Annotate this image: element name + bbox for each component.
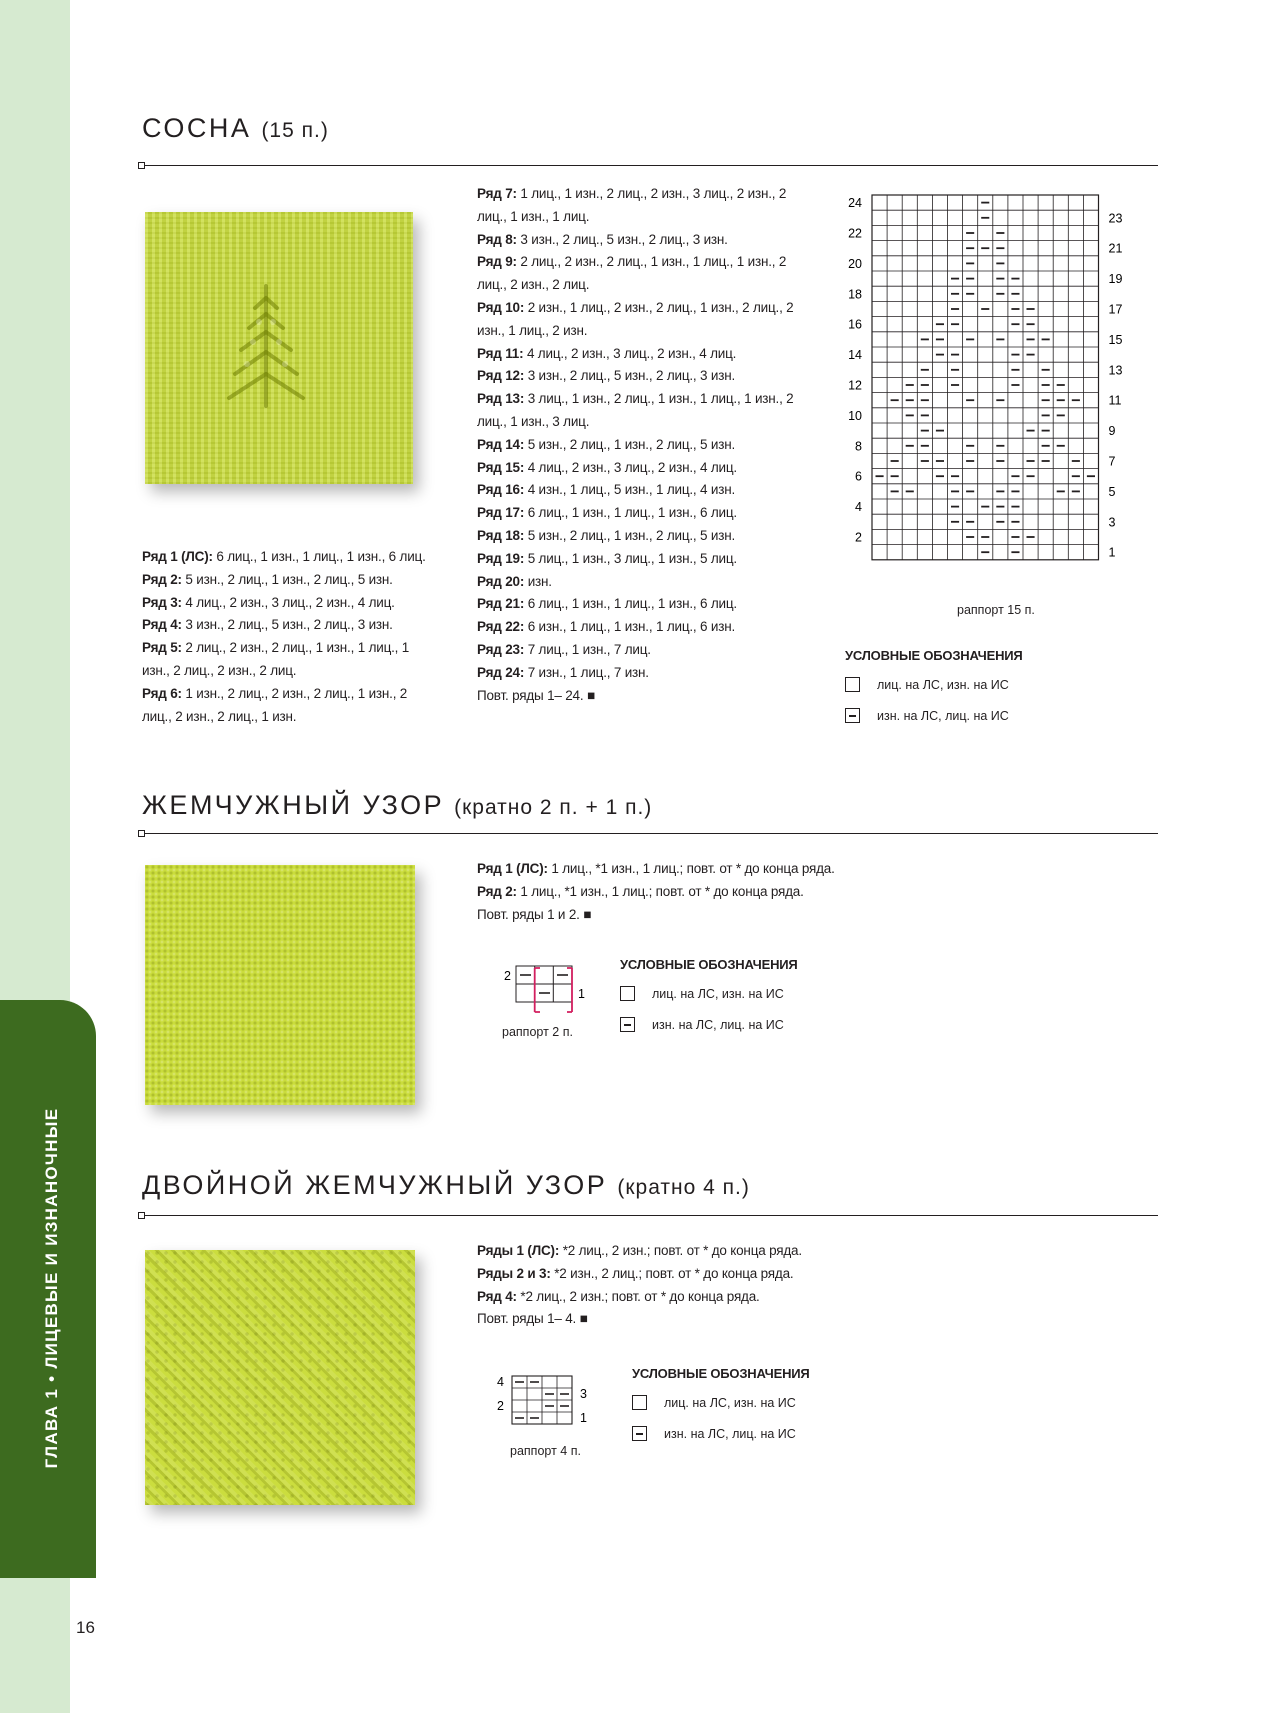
pine-row-number: 19 bbox=[1108, 272, 1123, 287]
pine-row-label: Ряд 16: bbox=[477, 482, 525, 498]
double-seed-chart bbox=[488, 1368, 598, 1448]
pine-row-number: 11 bbox=[1108, 393, 1122, 408]
double-seed-row-text: Повт. ряды 1– 4. ■ bbox=[477, 1311, 588, 1327]
pine-title: СОСНА bbox=[142, 113, 252, 143]
pine-row-text: 5 изн., 2 лиц., 1 изн., 2 лиц., 5 изн. bbox=[527, 436, 736, 452]
pine-row bbox=[477, 685, 817, 708]
pine-row-label: Ряд 9: bbox=[477, 254, 517, 270]
pine-row-number: 12 bbox=[848, 378, 862, 393]
pine-row bbox=[477, 297, 817, 343]
pine-row-label: Ряд 3: bbox=[142, 594, 182, 610]
pine-row bbox=[142, 614, 432, 637]
pine-row-number: 23 bbox=[1108, 211, 1123, 226]
seed-title: ЖЕМЧУЖНЫЙ УЗОР bbox=[142, 790, 445, 820]
double-seed-row bbox=[477, 1308, 897, 1331]
pine-chart bbox=[830, 185, 1160, 625]
pine-row-number: 9 bbox=[1108, 424, 1116, 439]
pine-row bbox=[477, 457, 817, 480]
pine-row-number: 4 bbox=[855, 500, 862, 515]
pine-row-label: Ряд 20: bbox=[477, 573, 525, 589]
pine-row-label: Ряд 2: bbox=[142, 571, 182, 587]
pine-row-number: 5 bbox=[1108, 484, 1116, 499]
pine-legend-purl-text: изн. на ЛС, лиц. на ИС bbox=[877, 709, 1009, 723]
double-seed-row bbox=[477, 1286, 897, 1309]
double-seed-legend-title: УСЛОВНЫЕ ОБОЗНАЧЕНИЯ bbox=[632, 1366, 810, 1381]
knit-symbol-icon bbox=[620, 986, 635, 1001]
pine-row bbox=[477, 548, 817, 571]
pine-row-number: 24 bbox=[848, 196, 862, 211]
pine-row bbox=[477, 525, 817, 548]
seed-row-text: 1 лиц., *1 изн., 1 лиц.; повт. от * до конца ряда. bbox=[551, 861, 835, 876]
pine-instructions-right bbox=[477, 183, 817, 707]
pine-row-number: 15 bbox=[1108, 332, 1123, 347]
pine-row-number: 14 bbox=[848, 348, 862, 363]
seed-row-label: Ряд 2: bbox=[477, 883, 517, 899]
pine-row-number: 21 bbox=[1108, 241, 1123, 256]
seed-subtitle: (кратно 2 п. + 1 п.) bbox=[454, 796, 653, 819]
double-seed-instructions bbox=[477, 1240, 897, 1331]
double-seed-subtitle: (кратно 4 п.) bbox=[617, 1176, 750, 1199]
pine-row bbox=[477, 662, 817, 685]
pine-row bbox=[477, 639, 817, 662]
seed-instructions bbox=[477, 858, 897, 926]
pine-row-number: 22 bbox=[848, 226, 862, 241]
seed-chart bbox=[490, 960, 590, 1030]
pine-row-text: 3 изн., 2 лиц., 5 изн., 2 лиц., 3 изн. bbox=[527, 368, 736, 384]
pine-row bbox=[142, 683, 432, 729]
seed-row-label: 2 bbox=[504, 969, 511, 983]
pine-row-text: Повт. ряды 1– 24. ■ bbox=[477, 687, 595, 703]
knit-symbol-icon bbox=[845, 677, 860, 692]
pine-row-label: Ряд 6: bbox=[142, 685, 182, 701]
pine-row-text: 1 изн., 2 лиц., 2 изн., 2 лиц., 1 изн., 2 лиц., 2 изн., 2 лиц., 1 изн. bbox=[142, 685, 411, 724]
pine-row-number: 8 bbox=[855, 439, 862, 454]
pine-legend-title: УСЛОВНЫЕ ОБОЗНАЧЕНИЯ bbox=[845, 648, 1023, 663]
pine-row-label: Ряд 23: bbox=[477, 641, 525, 657]
pine-row-label: Ряд 15: bbox=[477, 459, 525, 475]
pine-row-number: 1 bbox=[1108, 545, 1116, 560]
seed-row bbox=[477, 881, 897, 904]
purl-symbol-icon bbox=[632, 1426, 647, 1441]
pine-row bbox=[477, 434, 817, 457]
pine-row-text: 5 изн., 2 лиц., 1 изн., 2 лиц., 5 изн. bbox=[185, 571, 393, 587]
pine-row-number: 13 bbox=[1108, 363, 1123, 378]
pine-row-number: 16 bbox=[848, 317, 862, 332]
double-seed-row-number: 3 bbox=[580, 1387, 587, 1401]
pine-section-title bbox=[142, 113, 329, 144]
pine-row-text: 3 изн., 2 лиц., 5 изн., 2 лиц., 3 изн. bbox=[520, 231, 728, 247]
seed-row-text: Повт. ряды 1 и 2. ■ bbox=[477, 906, 592, 922]
purl-symbol-icon bbox=[845, 708, 860, 723]
page-number: 16 bbox=[76, 1618, 95, 1637]
double-seed-row-number: 4 bbox=[497, 1375, 504, 1389]
pine-row-text: 4 изн., 1 лиц., 5 изн., 1 лиц., 4 изн. bbox=[527, 482, 736, 498]
double-seed-row-text: *2 изн., 2 лиц.; повт. от * до конца ряда. bbox=[554, 1265, 794, 1281]
purl-symbol-icon bbox=[620, 1017, 635, 1032]
pine-row-number: 20 bbox=[848, 256, 862, 271]
pine-row-label: Ряд 8: bbox=[477, 231, 517, 247]
double-seed-row-text: *2 лиц., 2 изн.; повт. от * до конца ряда. bbox=[562, 1243, 802, 1258]
double-seed-row bbox=[477, 1263, 897, 1286]
pine-row-number: 6 bbox=[855, 469, 862, 484]
pine-row-text: 7 изн., 1 лиц., 7 изн. bbox=[527, 664, 649, 680]
pine-row-label: Ряд 10: bbox=[477, 299, 525, 315]
pine-row-text: 6 лиц., 1 изн., 1 лиц., 1 изн., 6 лиц. bbox=[216, 549, 426, 564]
seed-row bbox=[477, 858, 897, 881]
pine-subtitle: (15 п.) bbox=[261, 119, 329, 142]
double-seed-section-title bbox=[142, 1170, 750, 1201]
pine-row bbox=[477, 388, 817, 434]
seed-legend-knit-text: лиц. на ЛС, изн. на ИС bbox=[652, 987, 784, 1001]
pine-swatch-photo bbox=[145, 212, 413, 484]
seed-legend-purl-text: изн. на ЛС, лиц. на ИС bbox=[652, 1018, 784, 1032]
pine-legend-purl bbox=[845, 700, 1023, 731]
seed-legend-knit bbox=[620, 978, 798, 1009]
pine-row-text: 5 изн., 2 лиц., 1 изн., 2 лиц., 5 изн. bbox=[527, 527, 736, 543]
knit-symbol-icon bbox=[632, 1395, 647, 1410]
pine-row-label: Ряд 19: bbox=[477, 550, 525, 566]
pine-legend bbox=[845, 648, 1023, 731]
pine-row-text: 6 лиц., 1 изн., 1 лиц., 1 изн., 6 лиц. bbox=[527, 505, 737, 521]
pine-row-text: 5 лиц., 1 изн., 3 лиц., 1 изн., 5 лиц. bbox=[527, 550, 737, 566]
double-seed-legend-knit bbox=[632, 1387, 810, 1418]
double-seed-repeat-label: раппорт 4 п. bbox=[510, 1444, 581, 1458]
double-seed-row-label: Ряд 4: bbox=[477, 1288, 517, 1304]
pine-row-label: Ряд 22: bbox=[477, 619, 525, 635]
seed-row-label: Ряд 1 (ЛС): bbox=[477, 861, 548, 876]
pine-row-text: 2 лиц., 2 изн., 2 лиц., 1 изн., 1 лиц., 1 изн., 2 лиц., 2 изн., 2 лиц. bbox=[477, 254, 790, 293]
double-seed-legend-knit-text: лиц. на ЛС, изн. на ИС bbox=[664, 1396, 796, 1410]
pine-row-number: 2 bbox=[855, 530, 862, 545]
double-seed-row-label: Ряды 2 и 3: bbox=[477, 1265, 551, 1281]
double-seed-title: ДВОЙНОЙ ЖЕМЧУЖНЫЙ УЗОР bbox=[142, 1170, 608, 1200]
pine-row bbox=[477, 183, 817, 229]
seed-repeat-label: раппорт 2 п. bbox=[502, 1025, 573, 1039]
pine-row-text: 1 лиц., 1 изн., 2 лиц., 2 изн., 3 лиц., 2 изн., 2 лиц., 1 изн., 1 лиц. bbox=[477, 186, 790, 224]
double-seed-row bbox=[477, 1240, 897, 1263]
pine-row-number: 17 bbox=[1108, 302, 1123, 317]
double-seed-legend bbox=[632, 1366, 810, 1449]
seed-legend bbox=[620, 957, 798, 1040]
seed-swatch-photo bbox=[145, 865, 415, 1105]
pine-row-label: Ряд 4: bbox=[142, 617, 182, 633]
pine-repeat-label: раппорт 15 п. bbox=[957, 603, 1035, 617]
pine-row-text: 6 лиц., 1 изн., 1 лиц., 1 изн., 6 лиц. bbox=[527, 596, 737, 612]
pine-row-text: 3 изн., 2 лиц., 5 изн., 2 лиц., 3 изн. bbox=[185, 617, 393, 633]
seed-divider bbox=[140, 833, 1158, 834]
pine-legend-knit bbox=[845, 669, 1023, 700]
pine-row bbox=[477, 251, 817, 297]
pine-row-text: 2 лиц., 2 изн., 2 лиц., 1 изн., 1 лиц., 1 изн., 2 лиц., 2 изн., 2 лиц. bbox=[142, 640, 413, 678]
pine-row bbox=[477, 229, 817, 252]
pine-row-text: 4 лиц., 2 изн., 3 лиц., 2 изн., 4 лиц. bbox=[526, 345, 737, 361]
pine-row-label: Ряд 24: bbox=[477, 664, 525, 680]
pine-row bbox=[477, 571, 817, 594]
seed-legend-purl bbox=[620, 1009, 798, 1040]
pine-row bbox=[477, 502, 817, 525]
pine-row bbox=[142, 637, 432, 683]
pine-row-label: Ряд 11: bbox=[477, 345, 524, 361]
double-seed-row-text: *2 лиц., 2 изн.; повт. от * до конца ряда. bbox=[520, 1288, 760, 1304]
chapter-tab-label: ГЛАВА 1 • ЛИЦЕВЫЕ И ИЗНАНОЧНЫЕ bbox=[42, 1107, 61, 1469]
pine-row bbox=[477, 616, 817, 639]
pine-legend-knit-text: лиц. на ЛС, изн. на ИС bbox=[877, 678, 1009, 692]
pine-row-text: 6 изн., 1 лиц., 1 изн., 1 лиц., 6 изн. bbox=[527, 619, 736, 635]
pine-row-label: Ряд 12: bbox=[477, 368, 525, 384]
pine-row bbox=[142, 569, 432, 592]
pine-row-number: 7 bbox=[1108, 454, 1116, 469]
pine-row-label: Ряд 14: bbox=[477, 436, 525, 452]
pine-instructions-left bbox=[142, 546, 432, 728]
double-seed-divider bbox=[140, 1215, 1158, 1216]
pine-row-label: Ряд 13: bbox=[477, 391, 525, 407]
pine-row bbox=[477, 343, 817, 366]
pine-row-text: 4 лиц., 2 изн., 3 лиц., 2 изн., 4 лиц. bbox=[527, 459, 737, 475]
pine-row-number: 18 bbox=[848, 287, 862, 302]
pine-row-label: Ряд 21: bbox=[477, 596, 525, 612]
pine-row bbox=[477, 479, 817, 502]
double-seed-swatch-photo bbox=[145, 1250, 415, 1505]
pine-row-text: 4 лиц., 2 изн., 3 лиц., 2 изн., 4 лиц. bbox=[185, 594, 395, 610]
double-seed-row-number: 1 bbox=[580, 1411, 587, 1425]
pine-row-text: 7 лиц., 1 изн., 7 лиц. bbox=[527, 641, 651, 657]
pine-row-label: Ряд 5: bbox=[142, 640, 182, 656]
pine-row-label: Ряд 7: bbox=[477, 186, 517, 201]
pine-row-label: Ряд 1 (ЛС): bbox=[142, 549, 213, 564]
pine-row bbox=[477, 593, 817, 616]
pine-row-text: изн. bbox=[527, 573, 552, 589]
double-seed-legend-purl bbox=[632, 1418, 810, 1449]
pine-row-label: Ряд 17: bbox=[477, 505, 525, 521]
double-seed-row-label: Ряды 1 (ЛС): bbox=[477, 1243, 560, 1258]
seed-row bbox=[477, 904, 897, 927]
seed-row-text: 1 лиц., *1 изн., 1 лиц.; повт. от * до конца ряда. bbox=[520, 883, 804, 899]
pine-row bbox=[142, 592, 432, 615]
pine-row-number: 3 bbox=[1108, 515, 1116, 530]
double-seed-legend-purl-text: изн. на ЛС, лиц. на ИС bbox=[664, 1427, 796, 1441]
double-seed-row-number: 2 bbox=[497, 1399, 504, 1413]
pine-row-text: 3 лиц., 1 изн., 2 лиц., 1 изн., 1 лиц., 1 изн., 2 лиц., 1 изн., 3 лиц. bbox=[477, 391, 798, 429]
seed-row-label: 1 bbox=[578, 987, 585, 1001]
pine-row-number: 10 bbox=[848, 408, 862, 423]
pine-tree-motif bbox=[221, 278, 311, 408]
seed-section-title bbox=[142, 790, 652, 821]
seed-repeat-bracket-left bbox=[535, 968, 540, 1012]
seed-legend-title: УСЛОВНЫЕ ОБОЗНАЧЕНИЯ bbox=[620, 957, 798, 972]
pine-row-text: 2 изн., 1 лиц., 2 изн., 2 лиц., 1 изн., 2 лиц., 2 изн., 1 лиц., 2 изн. bbox=[477, 299, 798, 338]
pine-row bbox=[477, 365, 817, 388]
pine-row bbox=[142, 546, 432, 569]
pine-row-label: Ряд 18: bbox=[477, 527, 525, 543]
pine-divider bbox=[140, 165, 1158, 166]
